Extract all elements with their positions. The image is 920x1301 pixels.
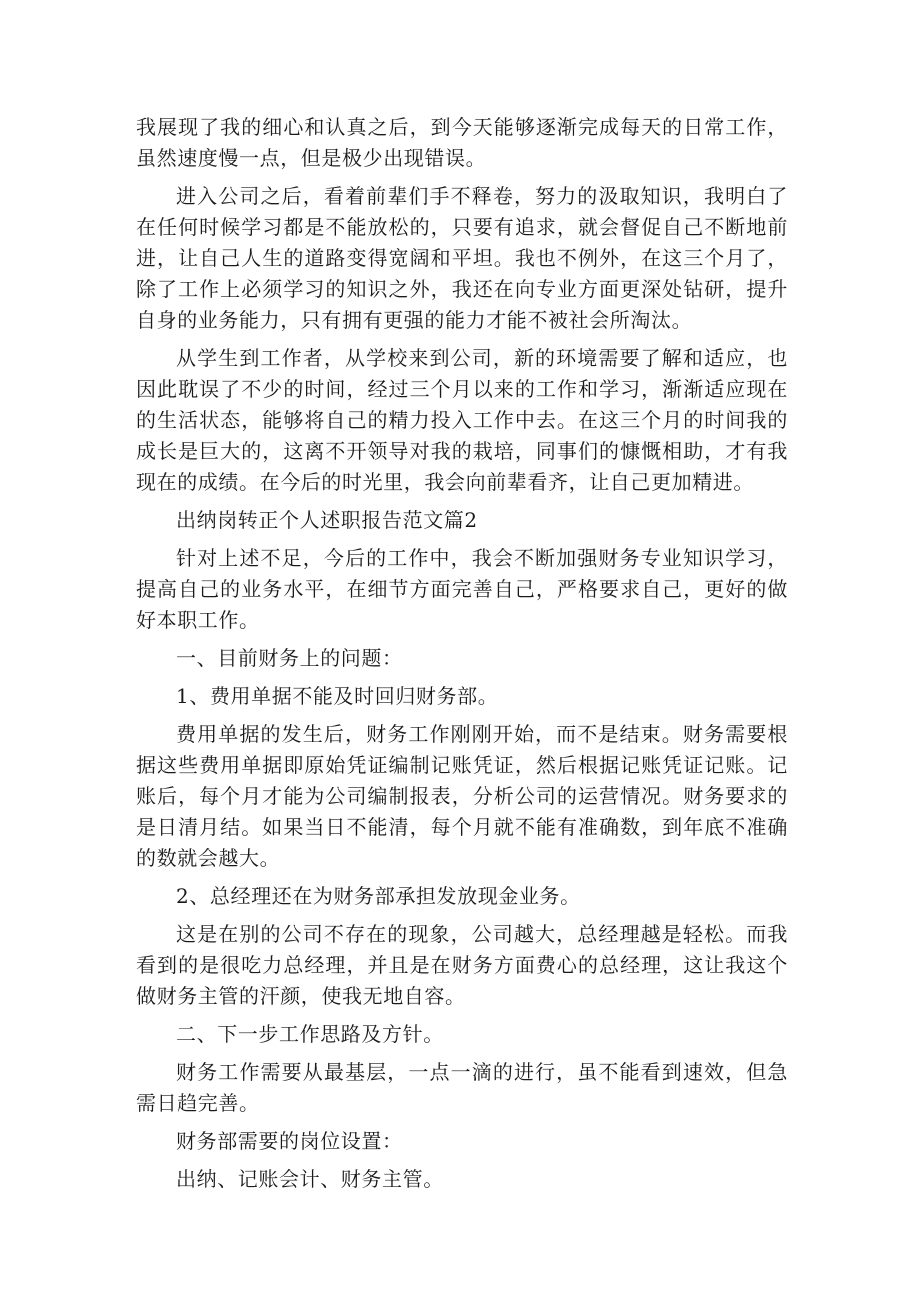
list-item-problem-1: 1、费用单据不能及时回归财务部。 [176, 684, 499, 708]
paragraph-improvement: 针对上述不足，今后的工作中，我会不断加强财务专业知识学习，提高自己的业务水平，在细节方面完善自己，严格要求自己，更好的做好本职工作。 [136, 546, 788, 632]
paragraph-position-list: 出纳、记账会计、财务主管。 [176, 1167, 444, 1191]
document-body [136, 112, 788, 1202]
list-item-problem-2: 2、总经理还在为财务部承担发放现金业务。 [176, 884, 581, 908]
paragraph-general-manager: 这是在别的公司不存在的现象，公司越大，总经理越是轻松。而我看到的是很吃力总经理，并且是在财务方面费心的总经理，这让我这个做财务主管的汗颜，使我无地自容。 [136, 922, 788, 1008]
paragraph-continuation: 我展现了我的细心和认真之后，到今天能够逐渐完成每天的日常工作，虽然速度慢一点，但是极少出现错误。 [136, 115, 788, 170]
section-heading-report-2: 出纳岗转正个人述职报告范文篇2 [176, 508, 478, 532]
paragraph-work-approach: 财务工作需要从最基层，一点一滴的进行，虽不能看到速效，但急需日趋完善。 [136, 1060, 788, 1115]
paragraph-expense-receipts: 费用单据的发生后，财务工作刚刚开始，而不是结束。财务需要根据这些费用单据即原始凭证编制记账凭证，然后根据记账凭证记账。记账后，每个月才能为公司编制报表，分析公司的运营情况。财务要求的是日清月结。如果当日不能清，每个月就不能有准确数，到年底不准确的数就会越大。 [136, 722, 788, 870]
paragraph-adaptation: 从学生到工作者，从学校来到公司，新的环境需要了解和适应，也因此耽误了不少的时间，经过三个月以来的工作和学习，渐渐适应现在的生活状态，能够将自己的精力投入工作中去。在这三个月的时间我的成长是巨大的，这离不开领导对我的栽培，同事们的慷慨相助，才有我现在的成绩。在今后的时光里，我会向前辈看齐，让自己更加精进。 [136, 346, 788, 494]
heading-next-steps: 二、下一步工作思路及方针。 [176, 1022, 444, 1046]
heading-current-problems: 一、目前财务上的问题： [176, 646, 403, 670]
paragraph-learning: 进入公司之后，看着前辈们手不释卷，努力的汲取知识，我明白了在任何时候学习都是不能放松的，只要有追求，就会督促自己不断地前进，让自己人生的道路变得宽阔和平坦。我也不例外，在这三个月了，除了工作上必须学习的知识之外，我还在向专业方面更深处钻研，提升自身的业务能力，只有拥有更强的能力才能不被社会所淘汰。 [136, 184, 788, 332]
heading-positions: 财务部需要的岗位设置： [176, 1129, 403, 1153]
